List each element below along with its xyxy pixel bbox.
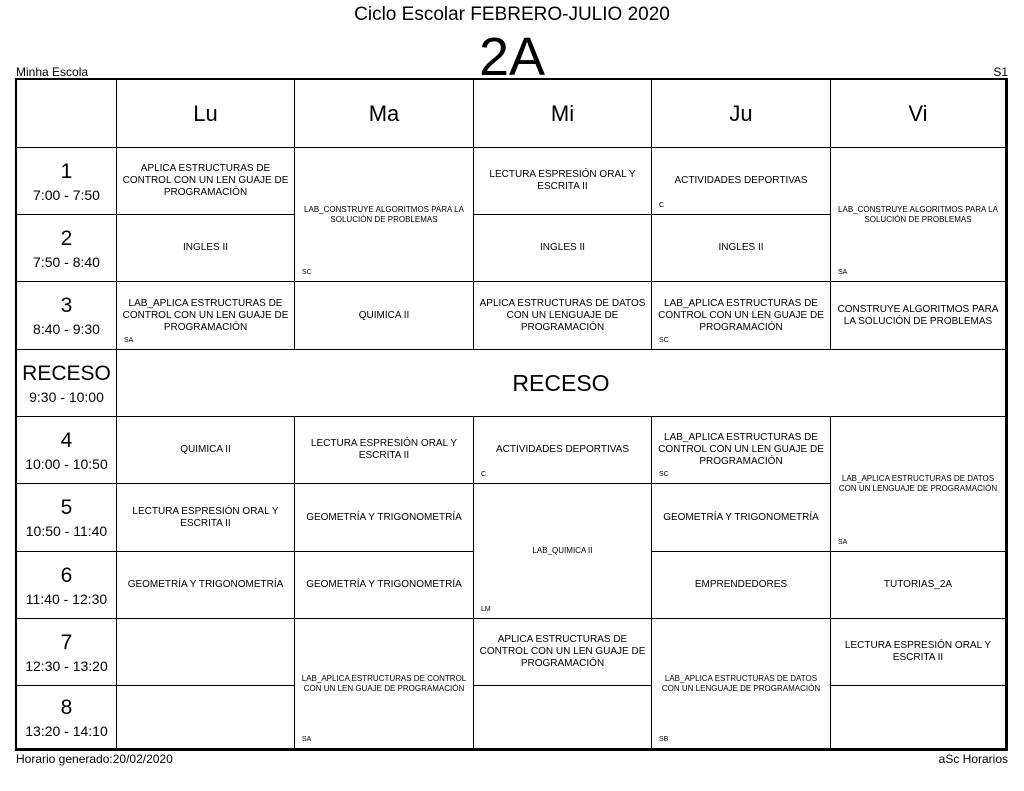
lesson-cell[interactable] (117, 552, 295, 619)
lesson-room: SA (838, 269, 848, 276)
lesson-subject: LECTURA ESPRESIÓN ORAL Y ESCRITA II (310, 438, 458, 461)
period-number: 6 (60, 563, 73, 587)
day-label: Ma (368, 100, 400, 126)
period-time: 7:50 - 8:40 (33, 253, 100, 270)
period-header (17, 215, 117, 282)
lesson-room: C (659, 202, 665, 209)
lesson-cell[interactable] (831, 148, 1006, 282)
lesson-subject: INGLES II (539, 242, 585, 253)
lesson-cell[interactable] (474, 215, 652, 282)
lesson-subject: LAB_CONSTRUYE ALGORITMOS PARA LA SOLUCIÓN DE PROBLEMAS (838, 204, 998, 224)
lesson-subject: LAB_APLICA ESTRUCTURAS DE CONTROL CON UN LEN GUAJE DE PROGRAMACIÓN (658, 432, 824, 467)
lesson-cell[interactable] (474, 282, 652, 350)
lesson-subject: APLICA ESTRUCTURAS DE CONTROL CON UN LEN GUAJE DE PROGRAMACIÓN (479, 634, 646, 669)
timetable-grid (15, 78, 1008, 751)
lesson-subject: LAB_APLICA ESTRUCTURAS DE CONTROL CON UN LEN GUAJE DE PROGRAMACIÓN (301, 673, 467, 693)
lesson-cell[interactable] (295, 282, 474, 350)
lesson-subject: GEOMETRÍA Y TRIGONOMETRÍA (306, 579, 462, 590)
empty-cell[interactable] (117, 686, 295, 749)
lesson-subject: QUIMICA II (358, 309, 410, 321)
timetable-title: Ciclo Escolar FEBRERO-JULIO 2020 (354, 4, 670, 25)
lesson-cell[interactable] (652, 215, 831, 282)
lesson-subject: INGLES II (718, 242, 764, 253)
lesson-cell[interactable] (652, 148, 831, 215)
lesson-cell[interactable] (652, 417, 831, 484)
lesson-room: SC (659, 471, 669, 478)
lesson-subject: EMPRENDEDORES (694, 579, 788, 590)
lesson-subject: LAB_APLICA ESTRUCTURAS DE DATOS CON UN LENGUAJE DE PROGRAMACIÓN (838, 474, 998, 493)
lesson-cell[interactable] (652, 282, 831, 350)
lesson-subject: APLICA ESTRUCTURAS DE DATOS CON UN LENGUAJE DE PROGRAMACIÓN (479, 297, 646, 333)
lesson-subject: GEOMETRÍA Y TRIGONOMETRÍA (127, 579, 284, 590)
period-time: 7:00 - 7:50 (33, 186, 100, 203)
period-number: 8 (60, 695, 73, 719)
lesson-subject: LECTURA ESPRESIÓN ORAL Y ESCRITA II (489, 169, 636, 192)
period-header (17, 350, 117, 417)
period-number: 7 (60, 630, 73, 654)
lesson-subject: GEOMETRÍA Y TRIGONOMETRÍA (663, 511, 819, 523)
day-header (831, 80, 1006, 148)
lesson-subject: LAB_APLICA ESTRUCTURAS DE DATOS CON UN LENGUAJE DE PROGRAMACIÓN (661, 673, 821, 693)
day-label: Mi (550, 100, 575, 126)
lesson-subject: LECTURA ESPRESIÓN ORAL Y ESCRITA II (844, 640, 992, 663)
lesson-room: SB (659, 736, 669, 743)
lesson-cell[interactable] (295, 148, 474, 282)
lesson-subject: TUTORIAS_2A (883, 579, 953, 590)
lesson-subject: LAB_CONSTRUYE ALGORITMOS PARA LA SOLUCIÓN DE PROBLEMAS (304, 204, 464, 224)
lesson-cell[interactable] (831, 417, 1006, 552)
lesson-room: SC (302, 269, 312, 276)
day-label: Vi (908, 100, 928, 126)
period-header (17, 552, 117, 619)
empty-cell[interactable] (831, 686, 1006, 749)
period-number: RECESO (22, 361, 111, 385)
lesson-room: SC (659, 337, 669, 344)
period-time: 11:40 - 12:30 (25, 590, 108, 607)
lesson-cell[interactable] (117, 484, 295, 552)
lesson-subject: LECTURA ESPRESIÓN ORAL Y ESCRITA II (132, 505, 279, 529)
period-time: 10:50 - 11:40 (25, 523, 108, 539)
lesson-cell[interactable] (117, 215, 295, 282)
period-number: 4 (60, 428, 73, 452)
lesson-room: SA (124, 337, 134, 344)
generated-date: Horario generado:20/02/2020 (16, 752, 173, 766)
lesson-cell[interactable] (474, 619, 652, 686)
sheet-label: S1 (993, 65, 1008, 79)
period-header (17, 619, 117, 686)
lesson-subject: LAB_QUIMICA II (532, 546, 593, 555)
lesson-cell[interactable] (474, 484, 652, 619)
lesson-cell[interactable] (117, 417, 295, 484)
lesson-room: SA (302, 736, 312, 743)
lesson-subject: GEOMETRÍA Y TRIGONOMETRÍA (306, 511, 462, 523)
day-header (117, 80, 295, 148)
recess-cell (117, 350, 1006, 417)
day-label: Ju (729, 100, 753, 126)
class-name: 2A (478, 27, 546, 87)
lesson-subject: INGLES II (182, 242, 228, 253)
lesson-subject: ACTIVIDADES DEPORTIVAS (674, 175, 808, 186)
lesson-cell[interactable] (831, 282, 1006, 350)
recess-label: RECESO (512, 369, 610, 396)
lesson-cell[interactable] (295, 417, 474, 484)
period-header (17, 686, 117, 749)
lesson-cell[interactable] (295, 619, 474, 749)
period-header (17, 148, 117, 215)
period-number: 1 (60, 159, 73, 183)
day-header (474, 80, 652, 148)
period-header (17, 282, 117, 350)
lesson-cell[interactable] (295, 552, 474, 619)
lesson-cell[interactable] (474, 148, 652, 215)
period-header (17, 484, 117, 552)
day-header (652, 80, 831, 148)
lesson-subject: APLICA ESTRUCTURAS DE CONTROL CON UN LEN GUAJE DE PROGRAMACIÓN (122, 163, 289, 198)
lesson-cell[interactable] (831, 619, 1006, 686)
period-time: 8:40 - 9:30 (33, 321, 100, 337)
lesson-cell[interactable] (652, 484, 831, 552)
period-time: 10:00 - 10:50 (25, 455, 108, 472)
lesson-cell[interactable] (652, 552, 831, 619)
lesson-cell[interactable] (295, 484, 474, 552)
lesson-room: C (481, 471, 487, 478)
lesson-subject: CONSTRUYE ALGORITMOS PARA LA SOLUCIÓN DE PROBLEMAS (837, 303, 999, 327)
day-label: Lu (193, 100, 218, 126)
lesson-subject: ACTIVIDADES DEPORTIVAS (496, 444, 629, 455)
empty-cell[interactable] (474, 686, 652, 749)
period-time: 9:30 - 10:00 (29, 388, 104, 405)
period-time: 13:20 - 14:10 (25, 722, 108, 739)
lesson-subject: LAB_APLICA ESTRUCTURAS DE CONTROL CON UN LEN GUAJE DE PROGRAMACIÓN (122, 297, 289, 333)
lesson-subject: LAB_APLICA ESTRUCTURAS DE CONTROL CON UN LEN GUAJE DE PROGRAMACIÓN (658, 297, 824, 333)
lesson-cell[interactable] (117, 282, 295, 350)
lesson-cell[interactable] (117, 148, 295, 215)
period-number: 2 (60, 226, 73, 250)
lesson-cell[interactable] (831, 552, 1006, 619)
lesson-cell[interactable] (652, 619, 831, 749)
period-number: 5 (60, 496, 73, 519)
day-header (295, 80, 474, 148)
lesson-room: LM (481, 606, 491, 613)
lesson-room: SA (838, 539, 848, 546)
software-credit: aSc Horarios (938, 752, 1008, 766)
lesson-subject: QUIMICA II (180, 444, 231, 455)
lesson-cell[interactable] (474, 417, 652, 484)
corner-cell (17, 80, 117, 148)
empty-cell[interactable] (117, 619, 295, 686)
period-number: 3 (60, 294, 73, 317)
period-time: 12:30 - 13:20 (25, 657, 108, 674)
school-name: Minha Escola (16, 65, 89, 79)
period-header (17, 417, 117, 484)
